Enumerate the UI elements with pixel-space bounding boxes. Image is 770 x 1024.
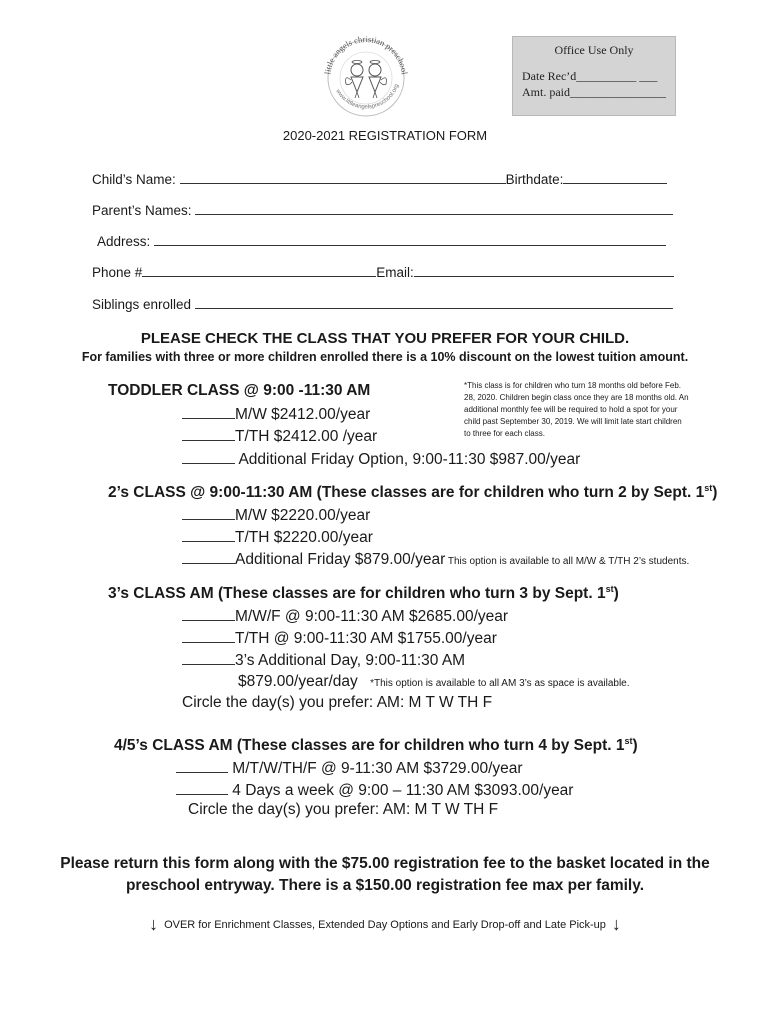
return-instructions-line1: Please return this form along with the $75.00 registration fee to the basket located in the [60,855,710,872]
checkbox-line[interactable] [182,628,235,643]
birthdate-label: Birthdate: [505,172,564,187]
threes-option-mwf[interactable] [182,606,508,626]
instructions-heading: PLEASE CHECK THE CLASS THAT YOU PREFER FOR YOUR CHILD. [140,330,630,347]
phone-label: Phone # [92,265,143,280]
parent-names-label: Parent’s Names: [92,203,192,218]
checkbox-line[interactable] [182,606,235,621]
birthdate-line[interactable] [563,171,667,184]
option-label: Additional Friday $879.00/year [235,551,446,568]
address-line[interactable] [154,233,666,246]
option-note: *This option is available to all AM 3’s as space is available. [370,678,630,689]
twos-option-friday[interactable] [182,549,689,569]
heading-close: ) [712,484,718,502]
heading-text: 2’s CLASS @ 9:00-11:30 AM (These classes are for children who turn 2 by Sept. 1 [108,484,705,502]
checkbox-line[interactable] [182,426,235,441]
threes-additional-price [238,673,630,691]
twos-option-tth[interactable] [182,527,373,547]
parent-names-row [92,202,673,218]
checkbox-line[interactable] [176,780,228,795]
heading-sup: st [704,483,713,493]
down-arrow-icon: ↓ [611,914,621,934]
heading-text: 4/5’s CLASS AM (These classes are for children who turn 4 by Sept. 1 [114,737,625,755]
threes-option-tth[interactable] [182,628,497,648]
date-received-field: Date Rec’d__________ ___ [522,69,658,83]
price-text: $879.00/year/day [238,673,358,690]
checkbox-line[interactable] [182,404,235,419]
heading-text: 3’s CLASS AM (These classes are for children who turn 3 by Sept. 1 [108,585,606,603]
fours-circle-days: Circle the day(s) you prefer: AM: M T W TH F [188,801,499,818]
email-line[interactable] [414,264,674,277]
heading-sup: st [605,584,614,594]
child-name-row [92,171,667,187]
siblings-row [92,296,673,312]
email-label: Email: [376,265,414,280]
form-title: 2020-2021 REGISTRATION FORM [282,128,488,143]
option-note: This option is available to all M/W & T/TH 2’s students. [445,556,690,567]
threes-option-additional-day[interactable] [182,650,465,670]
checkbox-line[interactable] [182,449,235,464]
child-name-line[interactable] [180,171,506,184]
option-label: T/TH $2412.00 /year [235,428,378,445]
twos-option-mw[interactable] [182,505,370,525]
logo-ring-text: little angels christian preschool [322,33,410,75]
return-instructions-line2: preschool entryway. There is a $150.00 registration fee max per family. [125,877,645,894]
option-label: M/T/W/TH/F @ 9-11:30 AM $3729.00/year [228,760,523,777]
threes-circle-days: Circle the day(s) you prefer: AM: M T W TH F [182,694,493,711]
discount-note: For families with three or more children enrolled there is a 10% discount on the lowest tuition amount. [81,350,689,364]
svg-text:little angels christian presch [322,34,410,76]
toddler-class-heading: TODDLER CLASS @ 9:00 -11:30 AM [108,382,371,399]
checkbox-line[interactable] [182,549,235,564]
heading-close: ) [632,737,638,755]
option-label: T/TH @ 9:00-11:30 AM $1755.00/year [235,630,497,647]
checkbox-line[interactable] [182,505,235,520]
toddler-option-mw[interactable] [182,404,370,424]
fours-option-4days[interactable] [176,780,573,800]
down-arrow-icon: ↓ [149,914,159,934]
option-label: T/TH $2220.00/year [235,529,373,546]
heading-close: ) [613,585,619,603]
option-label: 3’s Additional Day, 9:00-11:30 AM [235,652,466,669]
heading-sup: st [624,736,633,746]
siblings-label: Siblings enrolled [92,297,192,312]
option-label: 4 Days a week @ 9:00 – 11:30 AM $3093.00/year [228,782,574,799]
option-label: Additional Friday Option, 9:00-11:30 $987.00/year [235,451,581,468]
logo-url-text: www.littleangelspreschool.org [334,83,401,111]
office-use-box [512,36,676,116]
phone-email-row [92,264,674,280]
checkbox-line[interactable] [182,527,235,542]
address-label: Address: [97,234,151,249]
child-name-label: Child’s Name: [92,172,176,187]
address-row [97,233,666,249]
toddler-option-friday[interactable] [182,449,580,469]
siblings-line[interactable] [195,296,673,309]
threes-class-heading [108,584,619,603]
over-note [0,914,770,935]
option-label: M/W $2412.00/year [235,406,371,423]
office-use-title: Office Use Only [554,43,634,57]
over-text: OVER for Enrichment Classes, Extended Day Options and Early Drop-off and Late Pick-up [164,919,606,931]
fours-option-mtwthf[interactable] [176,758,523,778]
fours-class-heading [114,736,638,755]
parent-names-line[interactable] [195,202,673,215]
toddler-note: *This class is for children who turn 18 months old before Feb. 28, 2020. Children begin class once they are 18 months old. An additional monthly fee will be required to hold a spot for your child past September 30, 2019. We will limit late start children to three for each class. [464,381,689,438]
option-label: M/W $2220.00/year [235,507,371,524]
option-label: M/W/F @ 9:00-11:30 AM $2685.00/year [235,608,509,625]
preschool-logo [316,30,416,126]
checkbox-line[interactable] [176,758,228,773]
twos-class-heading [108,483,717,502]
amount-paid-field: Amt. paid________________ [522,85,666,99]
toddler-option-tth[interactable] [182,426,377,446]
checkbox-line[interactable] [182,650,235,665]
phone-line[interactable] [142,264,376,277]
